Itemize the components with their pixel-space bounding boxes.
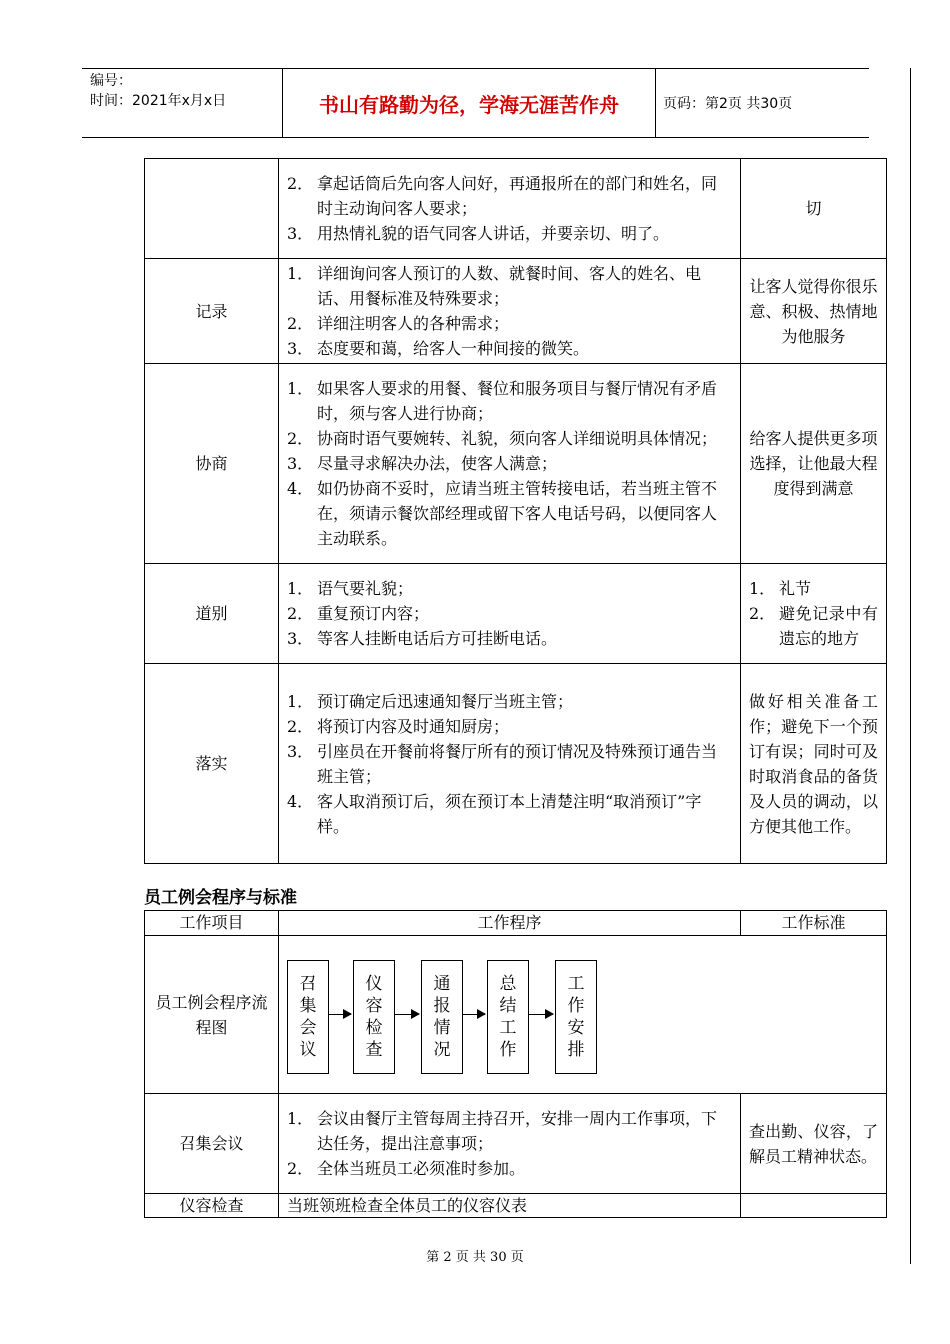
procedure-step: 1． 会议由餐厅主管每周主持召开，安排一周内工作事项，下达任务，提出注意事项； — [287, 1109, 718, 1153]
flow-step-char: 检 — [365, 1017, 383, 1038]
flow-step-char: 集 — [299, 995, 317, 1016]
procedure-cell: 当班领班检查全体员工的仪容仪表 — [279, 1194, 741, 1218]
procedure-step: 2． 重复预订内容； — [287, 604, 430, 623]
right-margin-rule — [910, 68, 911, 1264]
section-title: 员工例会程序与标准 — [144, 888, 297, 908]
procedure-step: 3． 态度要和蔼，给客人一种间接的微笑。 — [287, 339, 590, 358]
work-item-cell: 落实 — [145, 664, 279, 864]
standard-cell — [741, 1194, 887, 1218]
flow-arrow — [463, 1014, 485, 1015]
table-row — [145, 1094, 887, 1194]
page-header — [82, 68, 869, 138]
flow-step-char: 召 — [299, 973, 317, 994]
header-motto: 书山有路勤为径，学海无涯苦作舟 — [282, 69, 656, 137]
procedure-step: 1． 如果客人要求的用餐、餐位和服务项目与餐厅情况有矛盾时，须与客人进行协商； — [287, 379, 718, 423]
reservation-procedure-table — [144, 158, 887, 864]
flow-arrow — [529, 1014, 553, 1015]
procedure-step: 2． 拿起话筒后先向客人问好，再通报所在的部门和姓名，同时主动询问客人要求； — [287, 174, 718, 218]
procedure-step: 4． 客人取消预订后，须在预订本上清楚注明“取消预订”字样。 — [287, 791, 702, 836]
flowchart-cell — [279, 936, 887, 1094]
flow-step-char: 通 — [433, 973, 451, 994]
meeting-flowchart — [279, 938, 886, 1092]
page-footer: 第 2 页 共 30 页 — [426, 1250, 524, 1265]
table-header-row — [145, 911, 887, 936]
table-row — [145, 564, 887, 664]
procedure-step: 2． 详细注明客人的各种需求； — [287, 314, 510, 333]
standard-item: 2． 避免记录中有遗忘的地方 — [749, 604, 878, 648]
work-item-cell: 协商 — [145, 364, 279, 564]
standard-cell: 查出勤、仪容，了解员工精神状态。 — [741, 1094, 887, 1194]
flow-step-char: 仪 — [365, 973, 383, 994]
table-row — [145, 664, 887, 864]
flow-step-char: 况 — [433, 1039, 451, 1060]
flow-step-char: 容 — [365, 995, 383, 1016]
table-row — [145, 1194, 887, 1218]
flow-step-char: 工 — [567, 973, 585, 994]
flow-arrow — [329, 1014, 351, 1015]
procedure-step: 2． 将预订内容及时通知厨房； — [287, 716, 510, 736]
standard-cell — [741, 564, 887, 664]
flow-step-box — [287, 960, 329, 1074]
procedure-step: 2． 协商时语气要婉转、礼貌，须向客人详细说明具体情况； — [287, 429, 718, 448]
flow-step-box — [421, 960, 463, 1074]
procedure-step: 4． 如仍协商不妥时，应请当班主管转接电话，若当班主管不在，须请示餐饮部经理或留下客人电话号码，以便同客人主动联系。 — [287, 479, 718, 548]
procedure-cell — [279, 664, 741, 864]
table-row — [145, 936, 887, 1094]
flow-step-char: 总 — [499, 973, 517, 994]
procedure-cell — [279, 259, 741, 364]
column-header: 工作项目 — [145, 911, 279, 936]
procedure-step: 1． 详细询问客人预订的人数、就餐时间、客人的姓名、电话、用餐标准及特殊要求； — [287, 264, 702, 308]
procedure-step: 1． 预订确定后迅速通知餐厅当班主管； — [287, 691, 574, 711]
flow-step-char: 结 — [499, 995, 517, 1016]
date-label: 时间：2021年x月x日 — [90, 93, 227, 109]
work-item-cell: 员工例会程序流程图 — [145, 936, 279, 1094]
table-row — [145, 364, 887, 564]
flow-step-char: 报 — [433, 995, 451, 1016]
flow-step-char: 查 — [365, 1039, 383, 1060]
flow-step-char: 情 — [433, 1017, 451, 1038]
procedure-cell — [279, 564, 741, 664]
flow-step-box — [555, 960, 597, 1074]
table-row — [145, 259, 887, 364]
procedure-step: 3． 引座员在开餐前将餐厅所有的预订情况及特殊预订通告当班主管； — [287, 741, 718, 786]
flow-arrow — [395, 1014, 419, 1015]
procedure-step: 1． 语气要礼貌； — [287, 579, 414, 598]
header-page-number: 页码：第2页 共30页 — [663, 96, 793, 112]
flow-step-char: 会 — [299, 1017, 317, 1038]
work-item-cell: 仪容检查 — [145, 1194, 279, 1218]
table-row — [145, 159, 887, 259]
standard-cell: 切 — [741, 159, 887, 259]
procedure-step: 3． 尽量寻求解决办法，使客人满意； — [287, 454, 558, 473]
column-header: 工作标准 — [741, 911, 887, 936]
procedure-cell — [279, 1094, 741, 1194]
header-meta — [82, 69, 290, 137]
standard-cell: 给客人提供更多项选择，让他最大程度得到满意 — [741, 364, 887, 564]
work-item-cell — [145, 159, 279, 259]
work-item-cell: 记录 — [145, 259, 279, 364]
standard-item: 1． 礼节 — [749, 579, 812, 598]
column-header: 工作程序 — [279, 911, 741, 936]
flow-step-char: 工 — [499, 1017, 517, 1038]
work-item-cell: 召集会议 — [145, 1094, 279, 1194]
procedure-step: 2． 全体当班员工必须准时参加。 — [287, 1159, 526, 1178]
work-item-cell: 道别 — [145, 564, 279, 664]
number-label: 编号： — [90, 73, 132, 89]
standard-cell: 让客人觉得你很乐意、积极、热情地为他服务 — [741, 259, 887, 364]
flow-step-box — [487, 960, 529, 1074]
flow-step-char: 作 — [567, 995, 585, 1016]
flow-step-char: 安 — [567, 1017, 585, 1038]
flow-step-char: 排 — [567, 1039, 585, 1060]
procedure-step: 3． 用热情礼貌的语气同客人讲话，并要亲切、明了。 — [287, 224, 670, 243]
procedure-cell — [279, 364, 741, 564]
procedure-step: 3． 等客人挂断电话后方可挂断电话。 — [287, 629, 558, 648]
procedure-cell — [279, 159, 741, 259]
staff-meeting-table — [144, 910, 887, 1218]
flow-step-char: 作 — [499, 1039, 517, 1060]
standard-cell: 做好相关准备工作；避免下一个预订有误；同时可及时取消食品的备货及人员的调动，以方便其他工作。 — [741, 664, 887, 864]
flow-step-char: 议 — [299, 1039, 317, 1060]
flow-step-box — [353, 960, 395, 1074]
